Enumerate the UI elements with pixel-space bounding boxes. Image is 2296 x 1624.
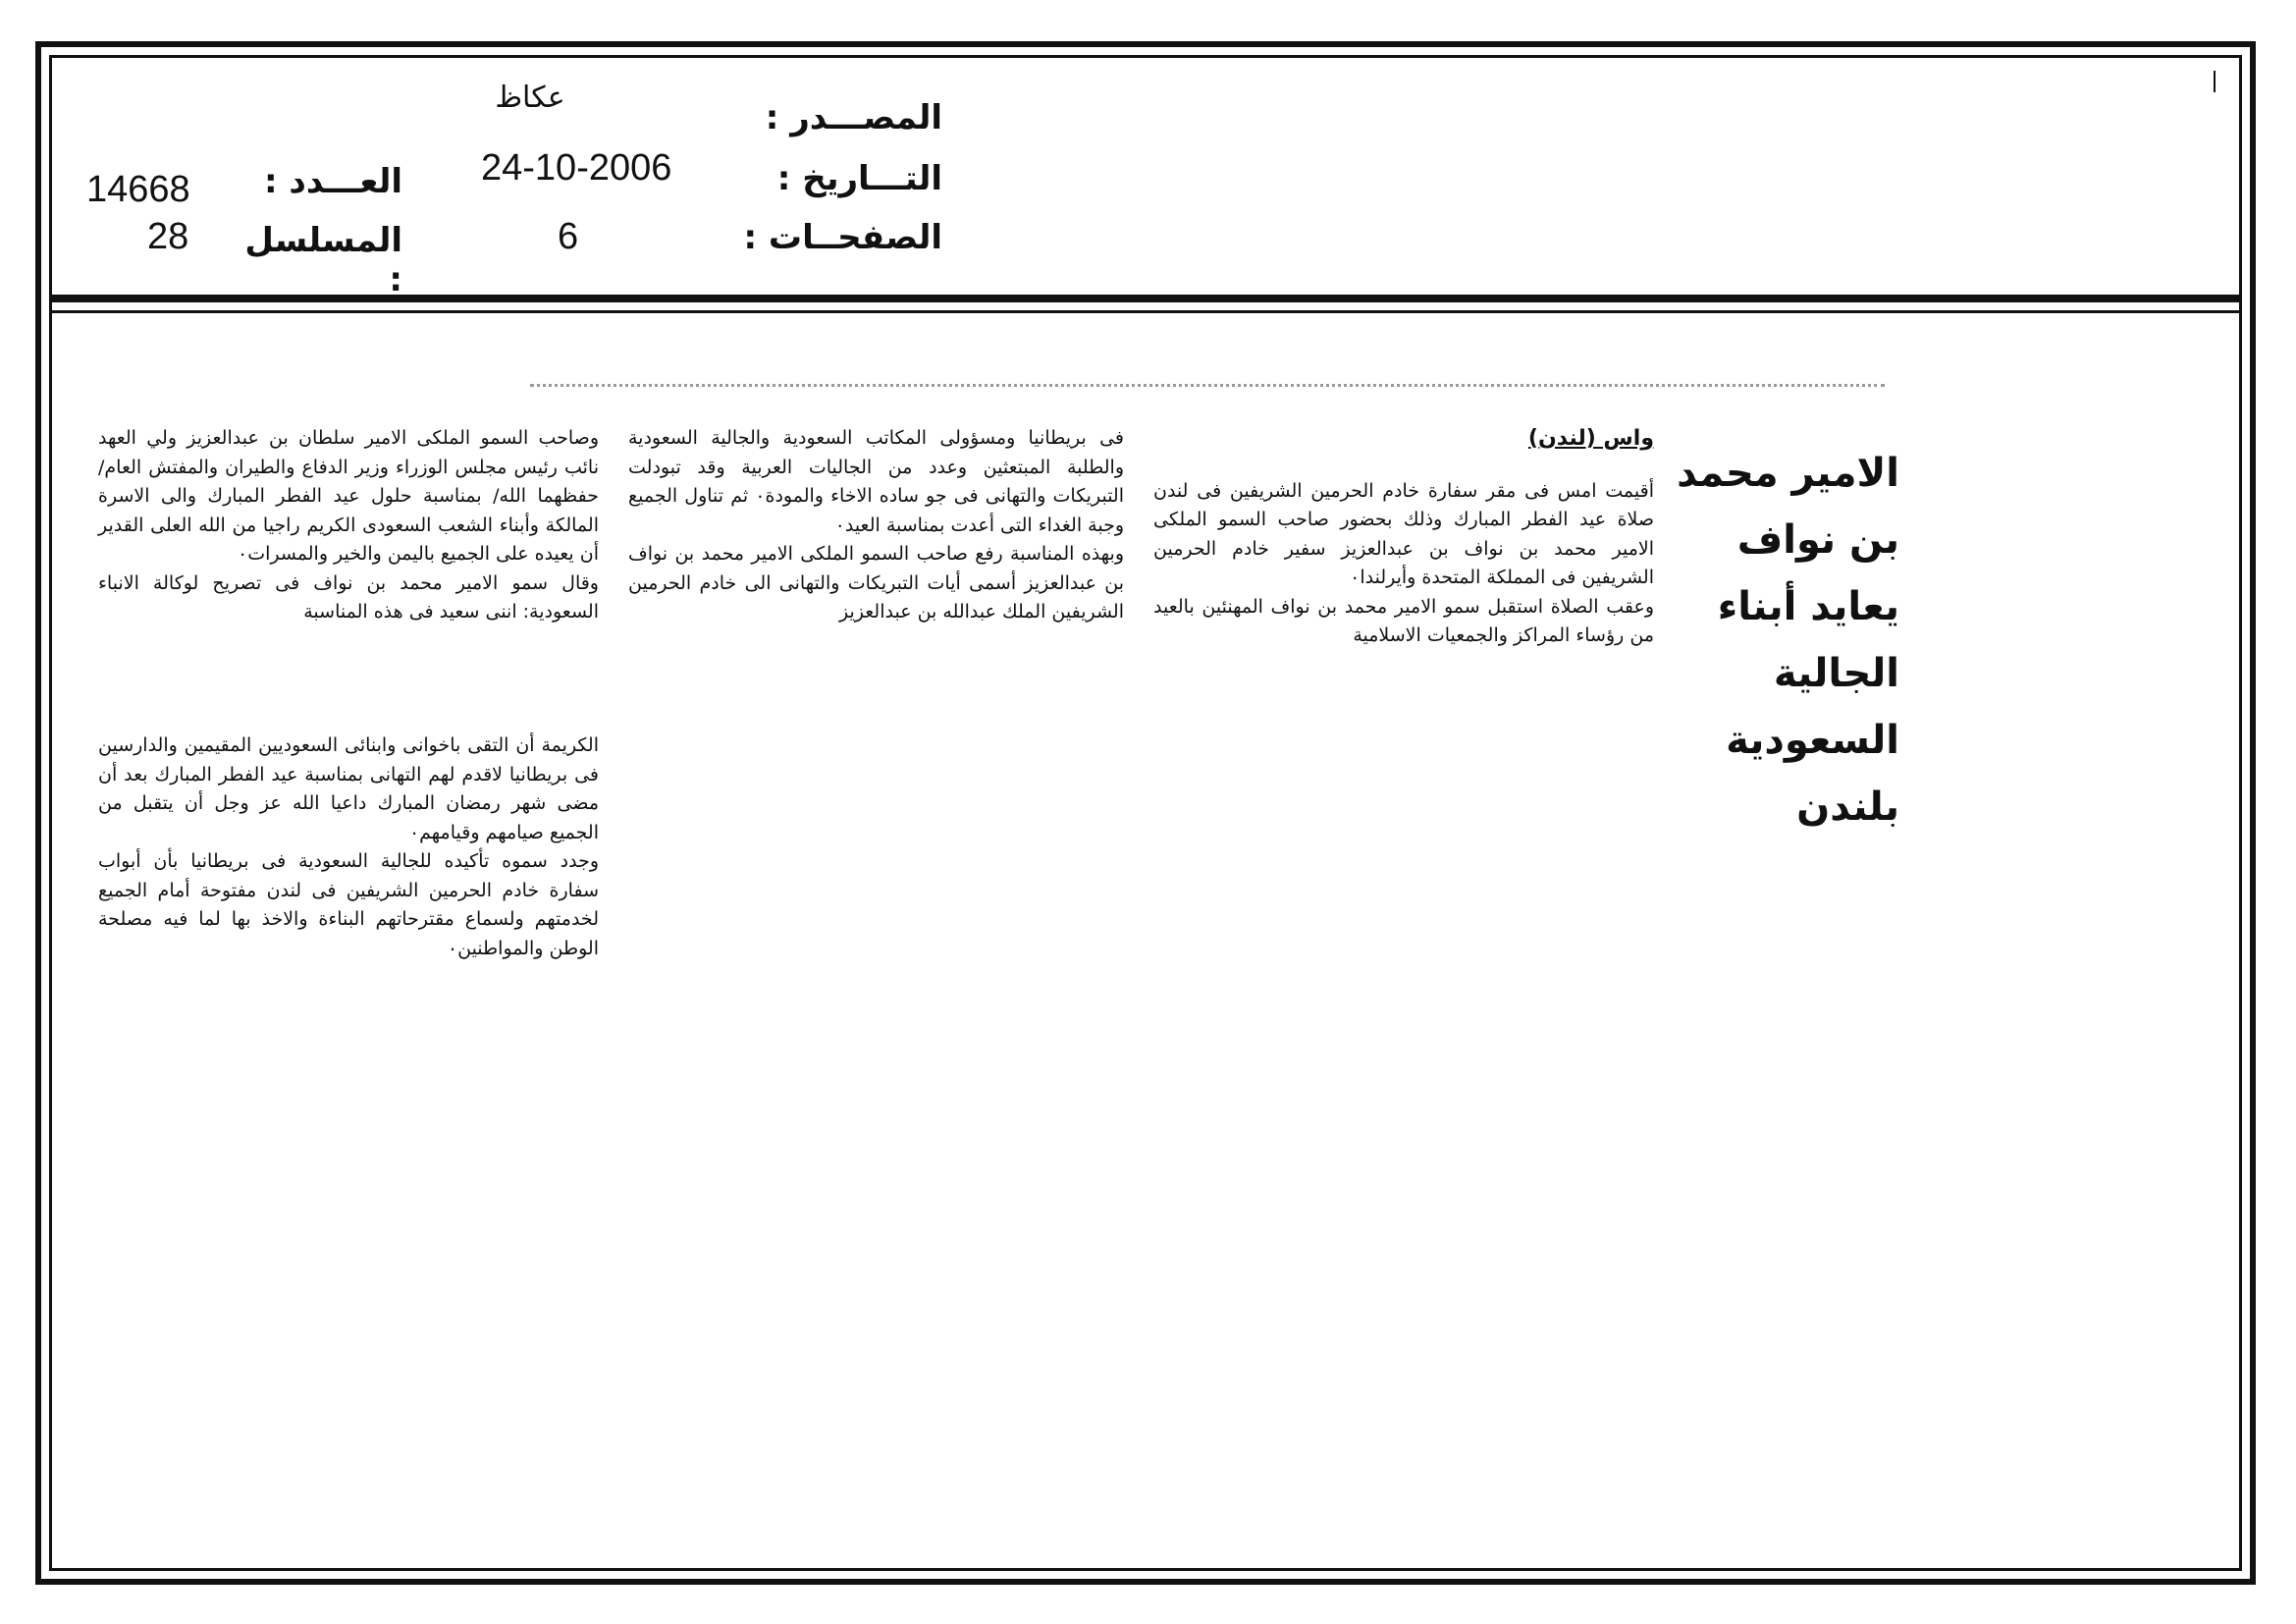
pages-value: 6 [558,216,579,257]
source-value: عكاظ [495,81,565,115]
column-3-paragraph-2: وقال سمو الامير محمد بن نواف فى تصريح لوكالة الانباء السعودية: اننى سعيد فى هذه المناسبة [98,571,599,623]
article-headline: الامير محمد بن نواف يعايد أبناء الجالية السعودية بلندن [1677,451,1899,830]
article-column-2 [628,424,1124,627]
issue-label: العـــدد : [264,162,402,201]
header-divider-thin [49,310,2242,313]
dotted-separator [530,384,1885,387]
article-byline: واس (لندن) [1527,426,1654,451]
date-value: 24-10-2006 [481,147,672,189]
article-column-3 [98,424,599,627]
article-column-4 [98,731,599,963]
column-1-paragraph-1: أقيمت امس فى مقر سفارة خادم الحرمين الشريفين فى لندن صلاة عيد الفطر المبارك وذلك بحضور صاحب السمو الملكى الامير محمد بن نواف بن عبدالعزيز سفير خادم الحرمين الشريفين فى المملكة المتحدة وأيرلندا٠ [1153,479,1654,588]
issue-value: 14668 [86,169,190,210]
column-2-paragraph-1: فى بريطانيا ومسؤولى المكاتب السعودية والجالية السعودية والطلبة المبتعثين وعدد من الجاليات العربية وقد تبودلت التبريكات والتهانى فى جو ساده الاخاء والمودة٠ ثم تناول الجميع وجبة الغداء التى أعدت بمناسبة العيد٠ [628,427,1124,536]
column-2-paragraph-2: وبهذه المناسبة رفع صاحب السمو الملكى الامير محمد بن نواف بن عبدالعزيز أسمى أيات التبريكات والتهانى الى خادم الحرمين الشريفين الملك عبدالله بن عبدالعزيز [628,543,1124,623]
serial-label: المسلسل : [244,221,402,299]
serial-value: 28 [147,216,189,257]
date-label: التـــاريخ : [776,159,942,198]
column-4-paragraph-1: الكريمة أن التقى باخوانى وابنائى السعوديين المقيمين والدارسين فى بريطانيا لاقدم لهم التهانى بمناسبة عيد الفطر المبارك بعد أن مضى شهر رمضان المبارك داعيا الله عز وجل أن يتقبل من الجميع صيامهم وقيامهم٠ [98,734,599,843]
column-3-paragraph-1: وصاحب السمو الملكى الامير سلطان بن عبدالعزيز ولي العهد نائب رئيس مجلس الوزراء وزير الدفاع والطيران والمفتش العام/ حفظهما الله/ بمناسبة حلول عيد الفطر المبارك والى الاسرة المالكة وأبناء الشعب السعودى الكريم راجيا من الله العلى القدير أن يعيده على الجميع باليمن والخير والمسرات٠ [98,427,599,565]
article-column-1 [1153,424,1654,651]
column-4-paragraph-2: وجدد سموه تأكيده للجالية السعودية فى بريطانيا بأن أبواب سفارة خادم الحرمين الشريفين فى لندن مفتوحة أمام الجميع لخدمتهم ولسماع مقترحاتهم البناءة والاخذ بها لما فيه مصلحة الوطن والمواطنين٠ [98,850,599,959]
column-1-paragraph-2: وعقب الصلاة استقبل سمو الامير محمد بن نواف المهنئين بالعيد من رؤساء المراكز والجمعيات الاسلامية [1153,595,1654,646]
source-label: المصـــدر : [765,98,942,137]
corner-mark [2214,71,2216,92]
pages-label: الصفحــات : [743,218,942,257]
